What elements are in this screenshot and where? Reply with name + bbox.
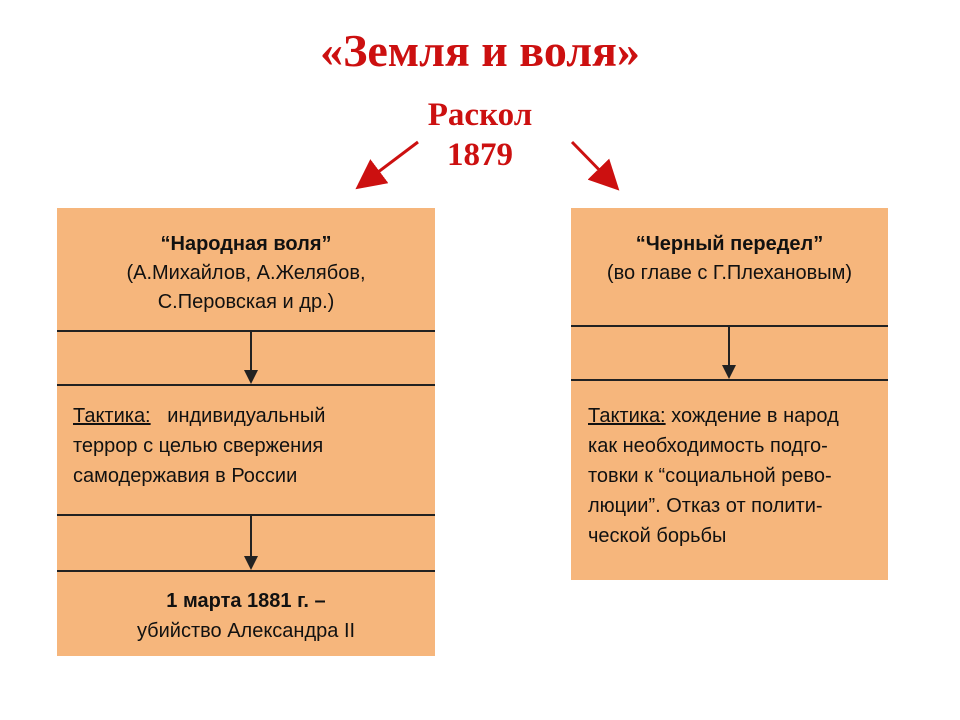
left-heading [57,230,435,317]
right-name: “Черный передел” [635,233,824,255]
divider [57,514,435,516]
right-tactic-line: ческой борьбы [588,525,727,547]
left-result-dash: – [309,590,326,612]
split-year: 1879 [447,137,513,173]
divider [57,384,435,386]
panel-narodnaya-volya [57,208,435,656]
panel-cherny-peredel [571,208,888,580]
left-tactic-label: Тактика: [73,405,151,427]
left-tactic [73,401,433,491]
left-result-text: убийство Александра II [136,620,356,642]
left-tactic-line: индивидуальный [167,405,326,427]
left-tactic-line: террор с целью свержения [73,435,324,457]
right-leader: (во главе с Г.Плехановым) [606,262,853,284]
down-arrow [250,332,252,382]
right-tactic-line: хождение в народ [671,405,839,427]
left-members-line1: (А.Михайлов, А.Желябов, [126,262,366,284]
left-result-date: 1 марта 1881 г. [166,590,309,612]
divider [571,379,888,381]
down-arrow [250,516,252,568]
split-word: Раскол [427,97,533,133]
divider [57,330,435,332]
right-tactic-line: товки к “социальной рево- [588,465,832,487]
right-tactic-line: как необходимость подго- [588,435,828,457]
left-result [57,586,435,646]
divider [57,570,435,572]
down-arrow [728,327,730,377]
page-title: «Земля и воля» [320,25,640,76]
split-label [380,95,580,175]
right-tactic-line: люции”. Отказ от полити- [588,495,823,517]
left-tactic-line: самодержавия в России [73,465,298,487]
left-members-line2: С.Перовская и др.) [157,291,335,313]
right-tactic [588,401,886,551]
right-tactic-label: Тактика: [588,405,666,427]
right-heading [571,230,888,288]
left-name: “Народная воля” [160,233,332,255]
